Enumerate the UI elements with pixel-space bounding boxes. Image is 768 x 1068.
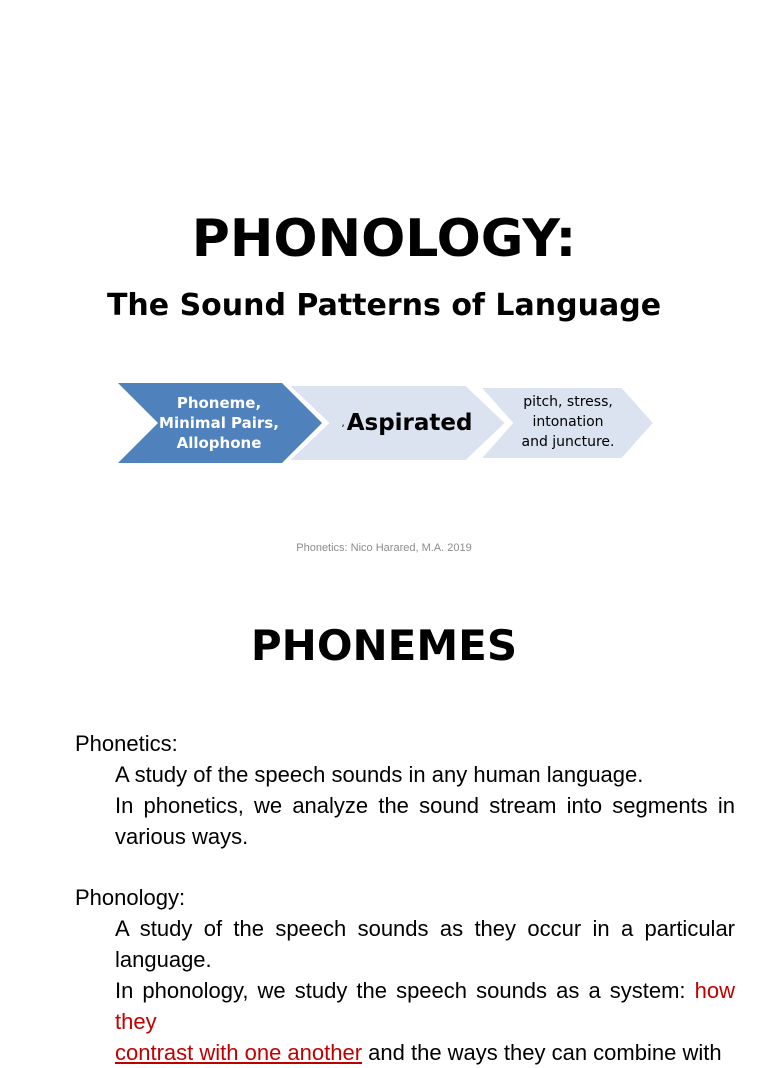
slide-title: PHONOLOGY: xyxy=(191,209,577,269)
chevron-1-line-3: Allophone xyxy=(176,434,262,452)
phonology-item-2-tail: and the ways they can combine with xyxy=(362,1040,722,1065)
chevron-process xyxy=(110,380,660,466)
slide-footer: Phonetics: Nico Harared, M.A. 2019 xyxy=(296,542,472,554)
chevron-1-line-1: Phoneme, xyxy=(176,394,262,412)
phonology-item-1: A study of the speech sounds as they occur in a particular language. xyxy=(115,916,735,972)
phonology-item-2-highlight-underlined: contrast with one another xyxy=(115,1040,363,1065)
chevron-2-label xyxy=(332,382,482,464)
chevron-3-line-1: pitch, stress, xyxy=(523,394,613,410)
slide-subtitle: The Sound Patterns of Language xyxy=(106,288,662,323)
phonetics-item-2: In phonetics, we analyze the sound stream into segments in various ways. xyxy=(115,793,735,849)
phonemes-slide xyxy=(0,576,768,1065)
chevron-3-label xyxy=(508,386,628,458)
phonology-heading: Phonology: xyxy=(75,885,186,910)
phonology-item-2 xyxy=(115,975,735,1068)
chevron-3-line-2: intonation xyxy=(532,414,604,430)
phonology-item-2-highlight: how they xyxy=(115,978,735,1034)
chevron-3-line-3: and juncture. xyxy=(521,434,615,450)
chevron-1-label xyxy=(154,382,284,464)
phonology-item-2-plain: In phonology, we study the speech sounds as a system: xyxy=(115,978,695,1003)
chevron-2-text: Aspirated xyxy=(346,410,473,436)
phonetics-heading: Phonetics: xyxy=(75,731,178,756)
slide-title: PHONEMES xyxy=(250,621,518,670)
phonetics-item-1: A study of the speech sounds in any human language. xyxy=(115,762,644,787)
chevron-2-prefix: , xyxy=(341,417,345,429)
chevron-1-line-2: Minimal Pairs, xyxy=(159,414,279,432)
